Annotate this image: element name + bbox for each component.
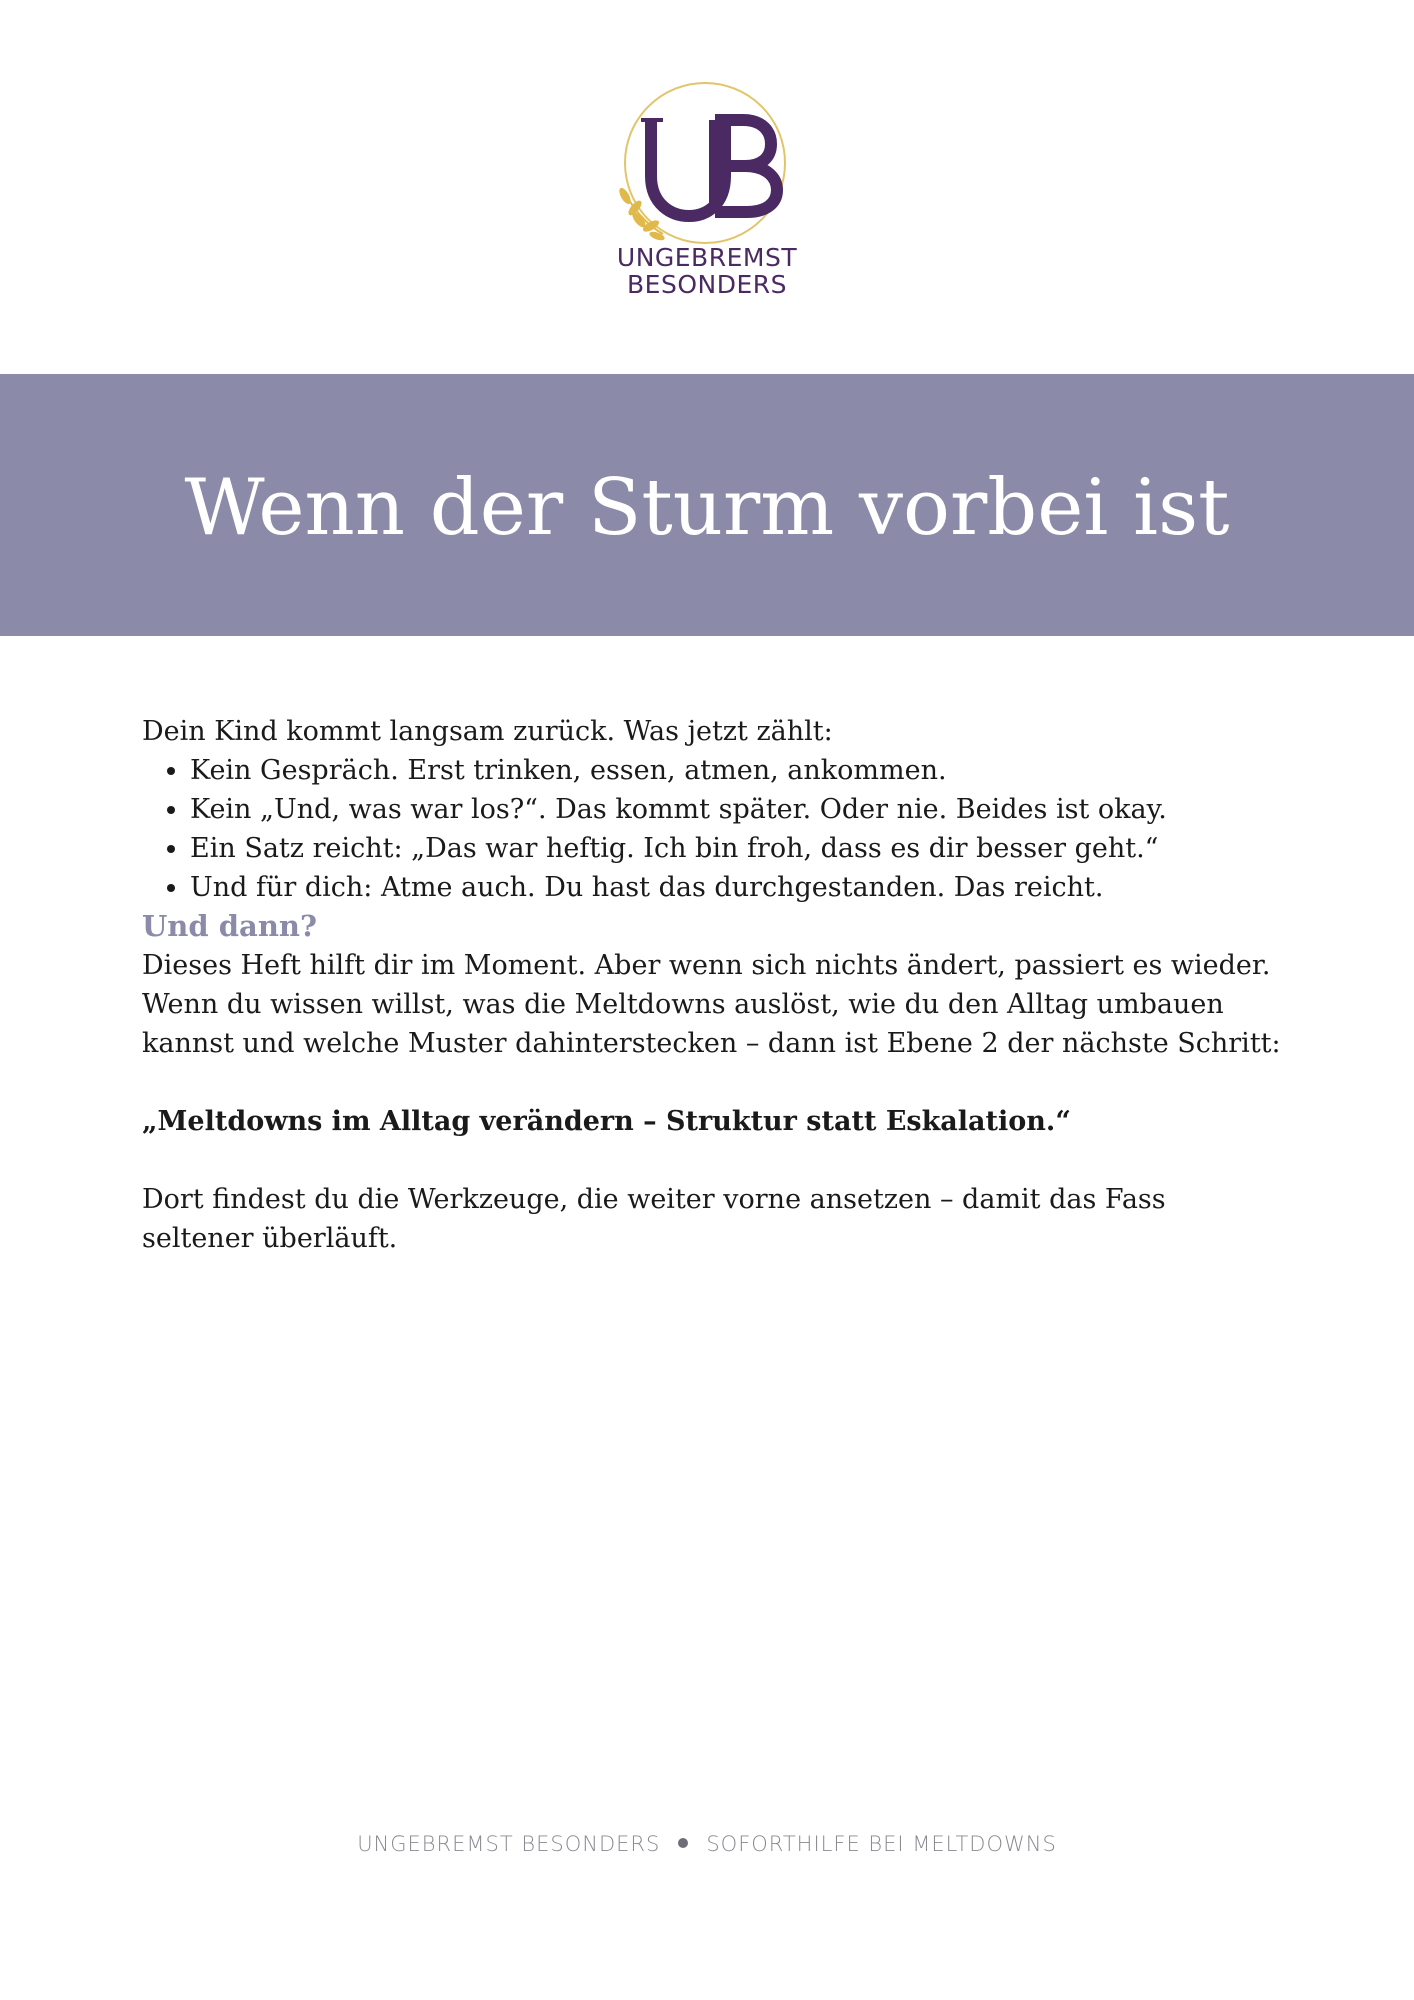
bullet-dot-icon [678, 1838, 688, 1848]
logo-emblem-icon [611, 78, 801, 248]
footer-brand: UNGEBREMST BESONDERS [357, 1832, 661, 1856]
list-item: • Kein Gespräch. Erst trinken, essen, atmen, ankommen. [190, 751, 1282, 790]
tips-list [142, 751, 1282, 907]
main-content [142, 712, 1282, 1258]
page-footer [0, 1832, 1414, 1856]
logo-text-line2: BESONDERS [627, 270, 787, 299]
intro-text: Dein Kind kommt langsam zurück. Was jetzt zählt: [142, 716, 833, 747]
title-banner [0, 374, 1414, 636]
footer-subtitle: SOFORTHILFE BEI MELTDOWNS [706, 1832, 1057, 1856]
next-step-title: „Meltdowns im Alltag verändern – Struktur statt Eskalation.“ [142, 1106, 1071, 1137]
list-item: • Und für dich: Atme auch. Du hast das durchgestanden. Das reicht. [190, 868, 1282, 907]
page-title: Wenn der Sturm vorbei ist [184, 463, 1230, 553]
logo-text-line1: UNGEBREMST [616, 243, 798, 272]
section-heading: Und dann? [142, 909, 317, 943]
body-paragraph: Dieses Heft hilft dir im Moment. Aber wenn sich nichts ändert, passiert es wieder. Wenn du wissen willst, was die Meltdowns auslöst, wie du den Alltag umbauen kannst und welche Muster dahinterstecken – dann ist Ebene 2 der nächste Schritt: [142, 950, 1281, 1059]
list-item: • Kein „Und, was war los?“. Das kommt später. Oder nie. Beides ist okay. [190, 790, 1282, 829]
spacer [142, 1063, 1282, 1102]
list-item: • Ein Satz reicht: „Das war heftig. Ich bin froh, dass es dir besser geht.“ [190, 829, 1282, 868]
brand-logo [0, 78, 1414, 308]
spacer [142, 1141, 1282, 1180]
closing-paragraph: Dort findest du die Werkzeuge, die weiter vorne ansetzen – damit das Fass seltener überläuft. [142, 1184, 1166, 1254]
